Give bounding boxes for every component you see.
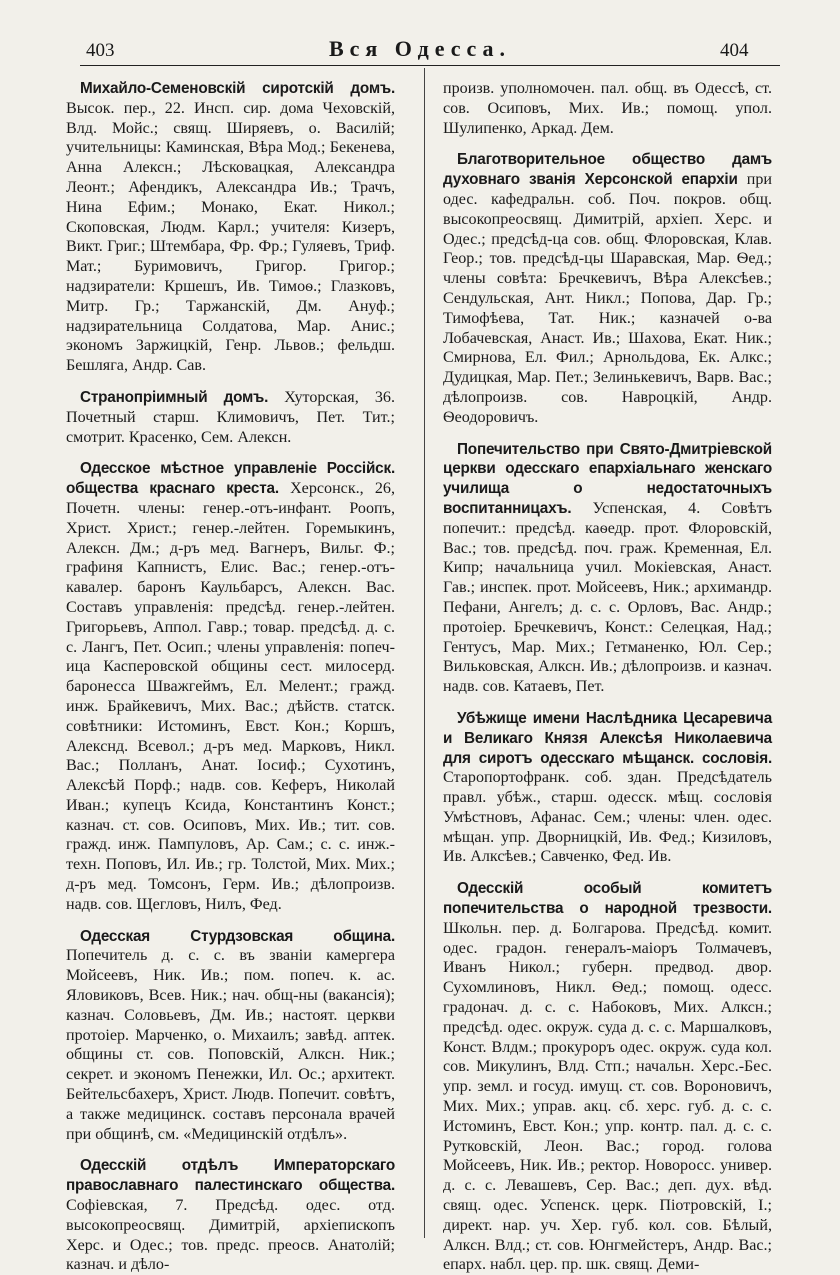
entry <box>66 927 395 1145</box>
running-title: Вся Одесса. <box>328 36 512 61</box>
entry <box>66 79 395 376</box>
entry-title: Странопріимный домъ. <box>80 388 269 406</box>
entry-text: Софіевская, 7. Предсѣд. одес. отд. высокопреосвящ. Димитрій, архіепископъ Херс. и Одес.; тов. предс. преосв. Анатолій; казнач. и дѣло- <box>66 1197 395 1274</box>
entry-title: Благотворительное общество дамъ духовнаго званія Херсонской епархіи <box>443 151 772 189</box>
entry-title: Одесскій особый комитетъ попечительства о народной трезвости. <box>443 880 772 918</box>
entry-text: Школьн. пер. д. Болгарова. Предсѣд. комит. одес. градон. генералъ-маіоръ Толмачевъ, Иванъ Никол.; губерн. предвод. двор. Сухомлиновъ, Никл. Ѳед.; помощ. одесс. градонач. д. с. с. Набоковъ, Мих. Алксн.; предсѣд. одес. окруж. суда д. с. с. Маршалковъ, Конст. Влдм.; прокуроръ одес. окруж. суда кол. сов. Микулинъ, Влд. Стп.; начальн. Херс.-Бес. упр. земл. и госуд. имущ. ст. сов. Вороновичъ, Мих. Мих.; управ. акц. сб. херс. губ. д. с. с. Истоминъ, Евст. Кон.; упр. контр. пал. д. с. с. Рутковскій, Леон. Вас.; город. голова Мойсеевъ, Ник. Ив.; ректор. Новоросс. универ. д. с. с. Левашевъ, Сер. Вас.; деп. дух. вѣд. свящ. одес. Успенск. церк. Піотровскій, І.; директ. нар. уч. Хер. губ. кол. сов. Бѣлый, Алксн. Влд.; ст. сов. Юнгмейстеръ, Андр. Вас.; епарх. набл. цер. пр. шк. свящ. Деми- <box>443 919 772 1274</box>
entry <box>443 879 772 1275</box>
entry <box>443 440 772 697</box>
page-number-right: 404 <box>720 40 749 61</box>
left-column <box>66 79 395 1274</box>
entry-title: Одесская Стурдзовская община. <box>80 927 395 945</box>
entry-title: Михайло-Семеновскій сиротскій домъ. <box>80 80 395 97</box>
entry <box>66 459 395 914</box>
entry <box>66 1156 395 1275</box>
entry-title: Одесское мѣстное управленіе Россійск. общества краснаго креста. <box>66 460 395 498</box>
entry-text: Старопортофранк. соб. здан. Предсѣдатель правл. убѣж., старш. одесск. мѣщ. сословія Умѣстновъ, Афанас. Сем.; члены: член. одес. мѣщан. упр. Дворницкій, Ив. Фед.; Кизиловъ, Ив. Алксѣев.; Савченко, Фед. Ив. <box>443 769 772 866</box>
entry-title: Попечительство при Свято-Дмитріевской церкви одесскаго епархіальнаго женскаго училища о недостаточныхъ воспитанницахъ. <box>443 440 772 517</box>
entry-text: при одес. кафедральн. соб. Поч. покров. общ. высокопреосвящ. Димитрій, архіеп. Херс. и Одес.; предсѣд-ца сов. общ. Флоровская, Клав. Геор.; тов. предсѣд-цы Шаравская, Мар. Ѳед.; члены совѣта: Бречкевичъ, Вѣра Алексѣев.; Сендульская, Ант. Никл.; Попова, Дар. Гр.; Тимофѣева, Тат. Ник.; казначей о-ва Лобачевская, Анаст. Ив.; Шахова, Екат. Ник.; Смирнова, Ел. Фил.; Арнольдова, Ек. Алкс.; Дудицкая, Мар. Пет.; Зелинькевичъ, Варв. Вас.; дѣлопроизв. сов. Навроцкій, Андр. Ѳеодоровичъ. <box>443 171 772 426</box>
entry-title: Одесскій отдѣлъ Императорскаго православнаго палестинскаго общества. <box>66 1157 395 1195</box>
page-number-left: 403 <box>86 40 115 61</box>
entry-text: Успенская, 4. Совѣтъ попечит.: предсѣд. каѳедр. прот. Флоровскій, Вас.; тов. предсѣд. поч. граж. Кременная, Ел. Кипр; начальница учил. Мокіевская, Анаст. Гав.; инспек. прот. Мойсеевъ, Ник.; архимандр. Пефани, Ангелъ; д. с. с. Орловъ, Вас. Андр.; протоіер. Бречкевичъ, Конст.: Селецкая, Над.; Гентусъ, Мар. Мих.; Гетманенко, Юл. Сер.; Вильковская, Алксн. Ив.; дѣлопроизв. и казнач. надв. сов. Катаевъ, Пет. <box>443 499 772 696</box>
entry-title: Убѣжище имени Наслѣдника Цесаревича и Великаго Князя Алексѣя Николаевича для сиротъ одесскаго мѣщанск. сословія. <box>443 709 772 767</box>
entry <box>66 388 395 447</box>
entry-text: Хуторская, 36. Почетный старш. Климовичъ, Пет. Тит.; смотрит. Красенко, Сем. Алексн. <box>66 388 395 446</box>
entry-continuation <box>443 79 772 138</box>
right-column <box>443 79 772 1274</box>
entry-text: Попечитель д. с. с. въ званіи камергера Мойсеевъ, Ник. Ив.; пом. попеч. к. ас. Яловиковъ, Всев. Ник.; нач. общ-ны (вакансія); казнач. Соловьевъ, Дм. Ив.; настоят. церкви протоіер. Марченко, о. Михаилъ; завѣд. аптек. общины ст. сов. Поповскій, Алксн. Ник.; секрет. и экономъ Пенежки, Ил. Ос.; архитект. Бейтельсбахеръ, Христ. Людв. Попечит. совѣтъ, а также медицинск. составъ персонала врачей при общинѣ, см. «Медицинскій отдѣлъ». <box>66 947 395 1143</box>
column-divider <box>424 68 425 1238</box>
entry <box>443 709 772 867</box>
entry-text: Херсонск., 26, Почетн. члены: генер.-отъ-инфант. Роопъ, Христ. Христ.; генер.-лейтен. Горемыкинъ, Алексн. Дм.; д-ръ мед. Вагнеръ, Вильг. Ф.; графиня Капнистъ, Елис. Вас.; генер.-отъ-кавалер. баронъ Каульбарсъ, Алексн. Вас. Составъ управленія: предсѣд. генер.-лейтен. Григорьевъ, Аппол. Гавр.; товар. предсѣд. д. с. с. Лангъ, Пет. Осип.; члены управленія: попеч-ица Касперовской общины сест. милосерд. баронесса Шважгеймъ, Ел. Мелент.; гражд. инж. Брайкевичъ, Мих. Вас.; дѣйств. статск. совѣтники: Истоминъ, Евст. Кон.; Коршъ, Алекснд. Всевол.; д-ръ мед. Марковъ, Никл. Вас.; Полланъ, Анат. Іосиф.; Сухотинъ, Алексѣй Порф.; надв. сов. Кеферъ, Николай Иван.; купецъ Ксида, Константинъ Конст.; казнач. ст. сов. Осиповъ, Мих. Ив.; тит. сов. гражд. инж. Пампуловъ, Ар. Сам.; с. с. инж.-техн. Поповъ, Ил. Ив.; гр. Толстой, Мих. Мих.; д-ръ мед. Томсонъ, Герм. Ив.; дѣлопроизв. надв. сов. Щегловъ, Нилъ, Фед. <box>66 480 395 913</box>
header-rule <box>80 65 780 66</box>
entry-text: Высок. пер., 22. Инсп. сир. дома Чеховскій, Влд. Мойс.; свящ. Ширяевъ, о. Василій; учительницы: Каминская, Вѣра Мод.; Бекенева, Анна Алексн.; Лѣсковацкая, Александра Леонт.; Афендикъ, Александра Ив.; Трачъ, Нина Ефим.; Монако, Екат. Никол.; Скоповская, Людм. Карл.; учителя: Кизеръ, Викт. Григ.; Штембара, Фр. Фр.; Гуляевъ, Триф. Мат.; Буримовичъ, Григор. Григор.; надзиратели: Кршешъ, Ив. Тимоѳ.; Глазковъ, Митр. Гр.; Тaржанскій, Дм. Ануф.; надзирательница Солдатова, Мар. Анис.; экономъ Заржицкій, Генр. Львов.; фельдш. Бешляга, Андр. Сав. <box>66 99 395 375</box>
entry <box>443 150 772 427</box>
page-header <box>0 0 840 60</box>
entry-text: произв. уполномочен. пал. общ. въ Одессѣ, ст. сов. Осиповъ, Мих. Ив.; помощ. упол. Шулипенко, Аркад. Дем. <box>443 80 772 137</box>
